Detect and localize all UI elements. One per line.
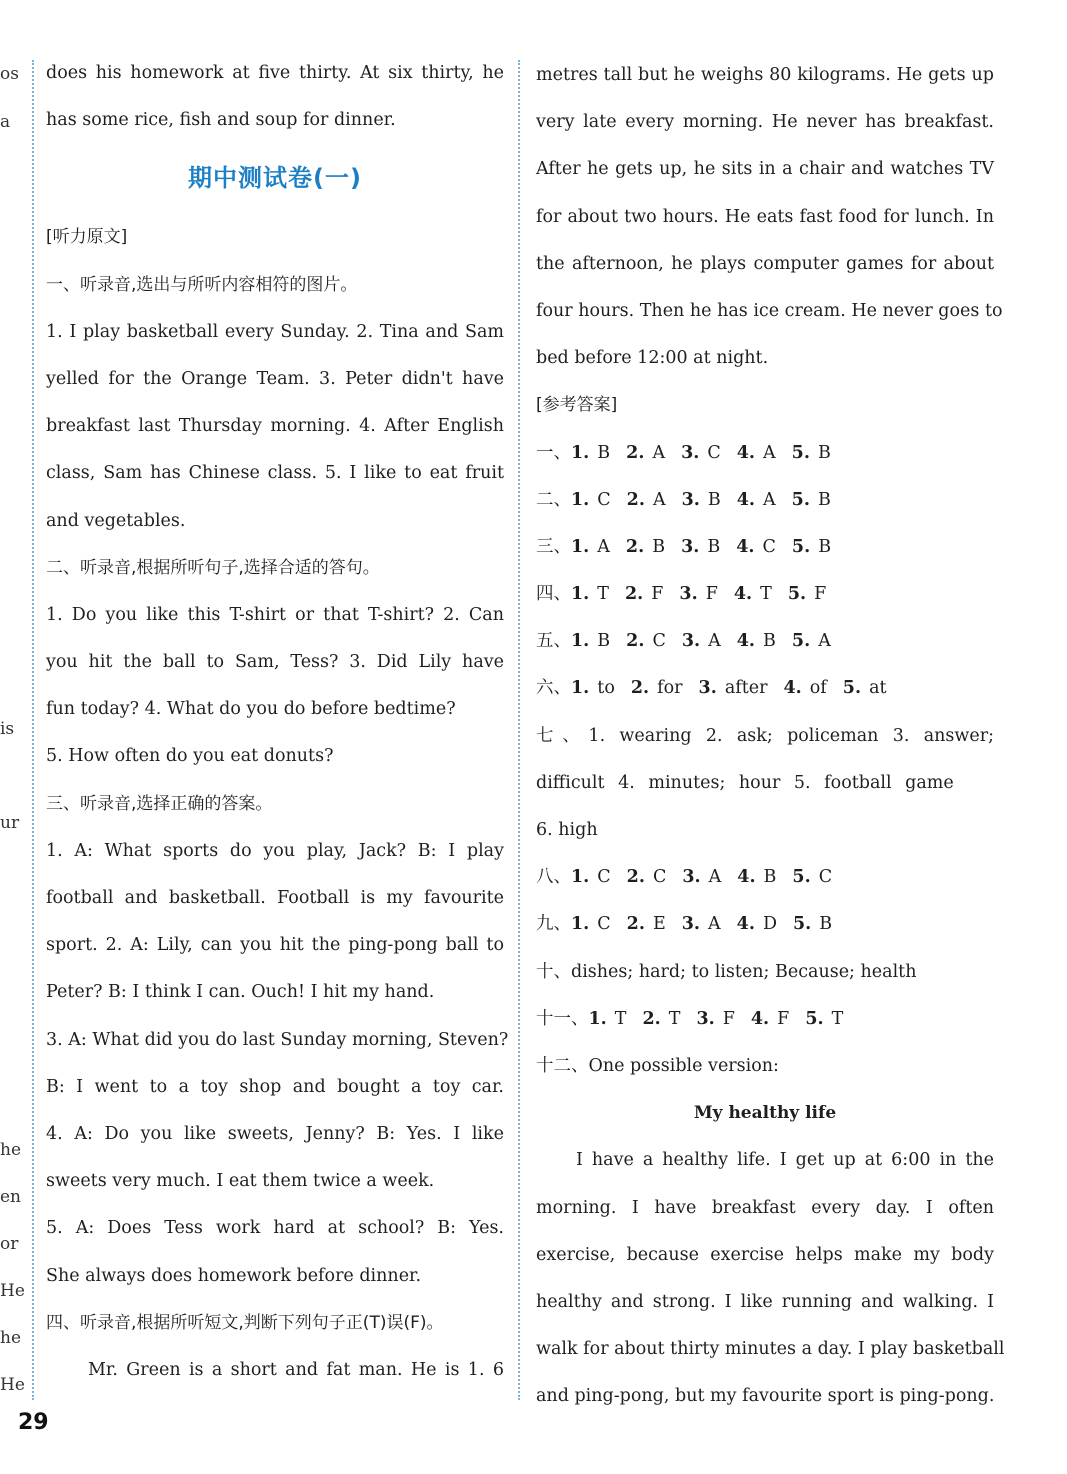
answer-list (536, 854, 994, 948)
answer-number: 4. (783, 678, 802, 699)
answer-number: 3. (681, 442, 700, 463)
answer-number: 1. (571, 584, 590, 605)
answer-line (536, 524, 994, 571)
answer-value: A (652, 442, 666, 463)
answer-line: difficult 4. minutes; hour 5. football game (536, 772, 954, 793)
answer-number: 5. (787, 584, 807, 605)
answer-section-label: 六、 (536, 678, 571, 699)
answer-value: after (724, 678, 768, 699)
answer-number: 3. (679, 584, 698, 605)
text-line: 1. A: What sports do you play, Jack? B: I play (46, 840, 504, 861)
answers-heading: [参考答案] (536, 395, 618, 416)
answer-number: 5. (792, 867, 811, 888)
answer-value: A (652, 489, 666, 510)
answer-number: 4. (736, 631, 756, 652)
answer-value: C (597, 867, 611, 888)
text-line: bed before 12:00 at night. (536, 348, 769, 369)
answer-value: at (869, 678, 887, 699)
answer-value: F (705, 584, 718, 605)
answer-value: C (597, 914, 611, 935)
left-column (46, 50, 509, 1394)
text-line: metres tall but he weighs 80 kilograms. He gets up (536, 65, 994, 85)
edge-fragment: os (0, 64, 19, 84)
text-line: the afternoon, he plays computer games for about (536, 253, 994, 274)
answer-number: 5. (791, 489, 810, 510)
answer-number: 2. (630, 678, 650, 699)
answer-number: 4. (750, 1008, 770, 1029)
text-line: She always does homework before dinner. (46, 1265, 422, 1286)
edge-fragment: He (0, 1375, 25, 1395)
text-line: morning. I have breakfast every day. I often (536, 1197, 994, 1218)
answer-value: B (817, 442, 831, 463)
text-line: 1. I play basketball every Sunday. 2. Tina and Sam (46, 321, 504, 342)
left-margin-fragments (0, 0, 25, 1400)
answer-number: 5. (791, 442, 810, 463)
answer-section-label: 九、 (536, 914, 571, 935)
edge-fragment: he (0, 1140, 22, 1160)
answer-value: A (763, 442, 776, 463)
part3-heading: 三、听录音,选择正确的答案。 (46, 793, 273, 814)
text-line: fun today? 4. What do you do before bedtime? (46, 699, 456, 720)
answer-value: for (657, 678, 683, 699)
answer-number: 5. (805, 1008, 824, 1029)
answer-line (536, 430, 994, 477)
edge-fragment: ur (0, 813, 20, 833)
text-line: I have a healthy life. I get up at 6:00 in the (576, 1150, 994, 1171)
text-line: 5. How often do you eat donuts? (46, 746, 334, 767)
answer-value: C (652, 867, 667, 888)
answer-number: 4. (736, 914, 755, 935)
answer-value: C (597, 489, 611, 510)
listening-heading: [听力原文] (46, 227, 128, 248)
answer-value: C (707, 442, 721, 463)
answer-number: 1. (571, 914, 590, 935)
answer-section-label: 十一、 (536, 1008, 589, 1029)
part4-heading: 四、听录音,根据所听短文,判断下列句子正(T)误(F)。 (46, 1312, 444, 1333)
answer-section-label: 四、 (536, 584, 571, 605)
answer-value: A (708, 867, 722, 888)
answer-number: 2. (625, 536, 645, 557)
answer-value: B (818, 536, 832, 557)
text-line: yelled for the Orange Team. 3. Peter didn't have (46, 368, 504, 389)
text-line: B: I went to a toy shop and bought a toy car. (46, 1076, 504, 1097)
answer-value: F (722, 1008, 735, 1029)
answer-line: 6. high (536, 820, 598, 840)
answer-number: 1. (571, 631, 590, 652)
answer-value: B (597, 631, 611, 652)
text-line: for about two hours. He eats fast food for lunch. In (536, 206, 994, 227)
answer-number: 4. (737, 867, 756, 888)
text-line: very late every morning. He never has breakfast. (536, 112, 994, 133)
text-line: and vegetables. (46, 510, 186, 531)
column-divider (518, 60, 520, 1400)
answer-number: 1. (571, 867, 590, 888)
answer-number: 4. (736, 489, 756, 510)
answer-number: 4. (733, 584, 753, 605)
answer-value: C (818, 867, 833, 888)
answer-value: B (763, 631, 776, 652)
section-title: 期中测试卷(一) (188, 164, 362, 193)
answer-value: B (763, 867, 777, 888)
answer-section-label: 五、 (536, 631, 571, 652)
part1-heading: 一、听录音,选出与所听内容相符的图片。 (46, 274, 358, 295)
text-line: exercise, because exercise helps make my body (536, 1244, 994, 1265)
answer-value: B (707, 536, 721, 557)
answer-number: 2. (626, 489, 645, 510)
answer-value: B (597, 442, 611, 463)
answer-number: 3. (681, 631, 701, 652)
answer-number: 3. (682, 867, 701, 888)
edge-fragment: a (0, 112, 11, 132)
answer-line (536, 477, 994, 524)
text-line: 5. A: Does Tess work hard at school? B: Yes. (46, 1218, 504, 1239)
text-line: sport. 2. A: Lily, can you hit the ping-pong ball to (46, 935, 504, 956)
answer-number: 2. (626, 442, 645, 463)
answer-line (536, 618, 994, 665)
right-column (536, 52, 1005, 1420)
answer-number: 3. (681, 536, 700, 557)
answer-number: 3. (698, 678, 717, 699)
answer-value: T (760, 584, 772, 605)
answer-value: A (708, 914, 721, 935)
answer-number: 4. (736, 536, 755, 557)
answer-number: 4. (736, 442, 756, 463)
answer-number: 3. (696, 1008, 715, 1029)
answer-number: 5. (792, 914, 812, 935)
answer-value: A (763, 489, 776, 510)
answer-number: 3. (681, 914, 701, 935)
answer-line: 十二、One possible version: (536, 1055, 779, 1076)
answer-number: 1. (571, 678, 590, 699)
text-line: class, Sam has Chinese class. 5. I like to eat fruit (46, 463, 504, 484)
text-line: four hours. Then he has ice cream. He never goes to (536, 300, 1003, 321)
answer-number: 1. (571, 489, 590, 510)
answer-number: 5. (791, 631, 811, 652)
part2-heading: 二、听录音,根据所听句子,选择合适的答句。 (46, 557, 380, 578)
answer-value: B (819, 914, 833, 935)
answer-value: B (652, 536, 666, 557)
answer-value: B (817, 489, 831, 510)
answer-value: T (831, 1008, 844, 1029)
text-line: sweets very much. I eat them twice a week. (46, 1171, 435, 1192)
answer-section-label: 三、 (536, 536, 571, 557)
text-line: football and basketball. Football is my favourite (46, 888, 504, 908)
text-line: you hit the ball to Sam, Tess? 3. Did Lily have (46, 652, 504, 673)
answer-value: A (597, 536, 610, 557)
text-line: and ping-pong, but my favourite sport is ping-pong. (536, 1386, 995, 1407)
answer-value: B (707, 489, 721, 510)
answer-line (536, 901, 994, 948)
text-line: Mr. Green is a short and fat man. He is 1. 6 (88, 1359, 504, 1380)
answer-value: F (651, 584, 664, 605)
answer-number: 2. (624, 584, 644, 605)
answer-line: 七、1. wearing 2. ask; policeman 3. answer; (536, 725, 994, 746)
answer-section-label: 二、 (536, 489, 571, 510)
text-line: healthy and strong. I like running and walking. I (536, 1291, 994, 1312)
answer-value: T (614, 1008, 627, 1029)
answer-number: 1. (571, 442, 590, 463)
answer-number: 1. (571, 536, 590, 557)
answer-number: 2. (626, 914, 645, 935)
answer-section-label: 八、 (536, 867, 571, 888)
answer-list (536, 430, 994, 713)
answer-number: 1. (588, 1008, 607, 1029)
answer-line (536, 665, 994, 712)
edge-fragment: en (0, 1187, 22, 1207)
text-line: After he gets up, he sits in a chair and watches TV (536, 159, 994, 180)
answer-value: T (597, 584, 609, 605)
edge-fragment: is (0, 719, 15, 739)
answer-value: A (818, 631, 831, 652)
essay-title: My healthy life (693, 1103, 837, 1124)
answer-number: 5. (791, 536, 811, 557)
answer-line (536, 571, 994, 618)
answer-value: E (652, 914, 666, 935)
text-line: 1. Do you like this T-shirt or that T-shirt? 2. Can (46, 604, 504, 625)
answer-number: 2. (626, 867, 645, 888)
text-line: has some rice, fish and soup for dinner. (46, 110, 396, 131)
answer-value: T (668, 1008, 681, 1029)
answer-number: 2. (642, 1008, 661, 1029)
answer-value: F (814, 584, 827, 605)
text-line: 3. A: What did you do last Sunday morning, Steven? (46, 1029, 509, 1050)
edge-fragment: he (0, 1328, 22, 1348)
text-line: does his homework at five thirty. At six thirty, he (46, 63, 504, 83)
answer-value: F (777, 1008, 790, 1029)
answer-number: 5. (842, 678, 862, 699)
answer-line: 十、dishes; hard; to listen; Because; health (536, 961, 917, 982)
answer-value: to (597, 678, 615, 699)
answer-number: 2. (626, 631, 645, 652)
text-line: Peter? B: I think I can. Ouch! I hit my hand. (46, 982, 435, 1003)
answer-value: C (652, 631, 666, 652)
answer-list (536, 996, 994, 1043)
text-line: walk for about thirty minutes a day. I play basketball (536, 1339, 1005, 1360)
answer-value: of (809, 678, 827, 699)
left-edge-divider (32, 60, 34, 1400)
answer-line (536, 854, 994, 901)
page-number: 29 (18, 1410, 49, 1435)
answer-line (536, 996, 994, 1043)
edge-fragment: or (0, 1234, 19, 1254)
answer-value: A (708, 631, 721, 652)
answer-section-label: 一、 (536, 442, 571, 463)
text-line: 4. A: Do you like sweets, Jenny? B: Yes. I like (46, 1123, 504, 1144)
answer-value: D (762, 914, 777, 935)
text-line: breakfast last Thursday morning. 4. After English (46, 416, 504, 437)
answer-number: 3. (681, 489, 700, 510)
answer-value: C (762, 536, 776, 557)
edge-fragment: He (0, 1281, 25, 1301)
